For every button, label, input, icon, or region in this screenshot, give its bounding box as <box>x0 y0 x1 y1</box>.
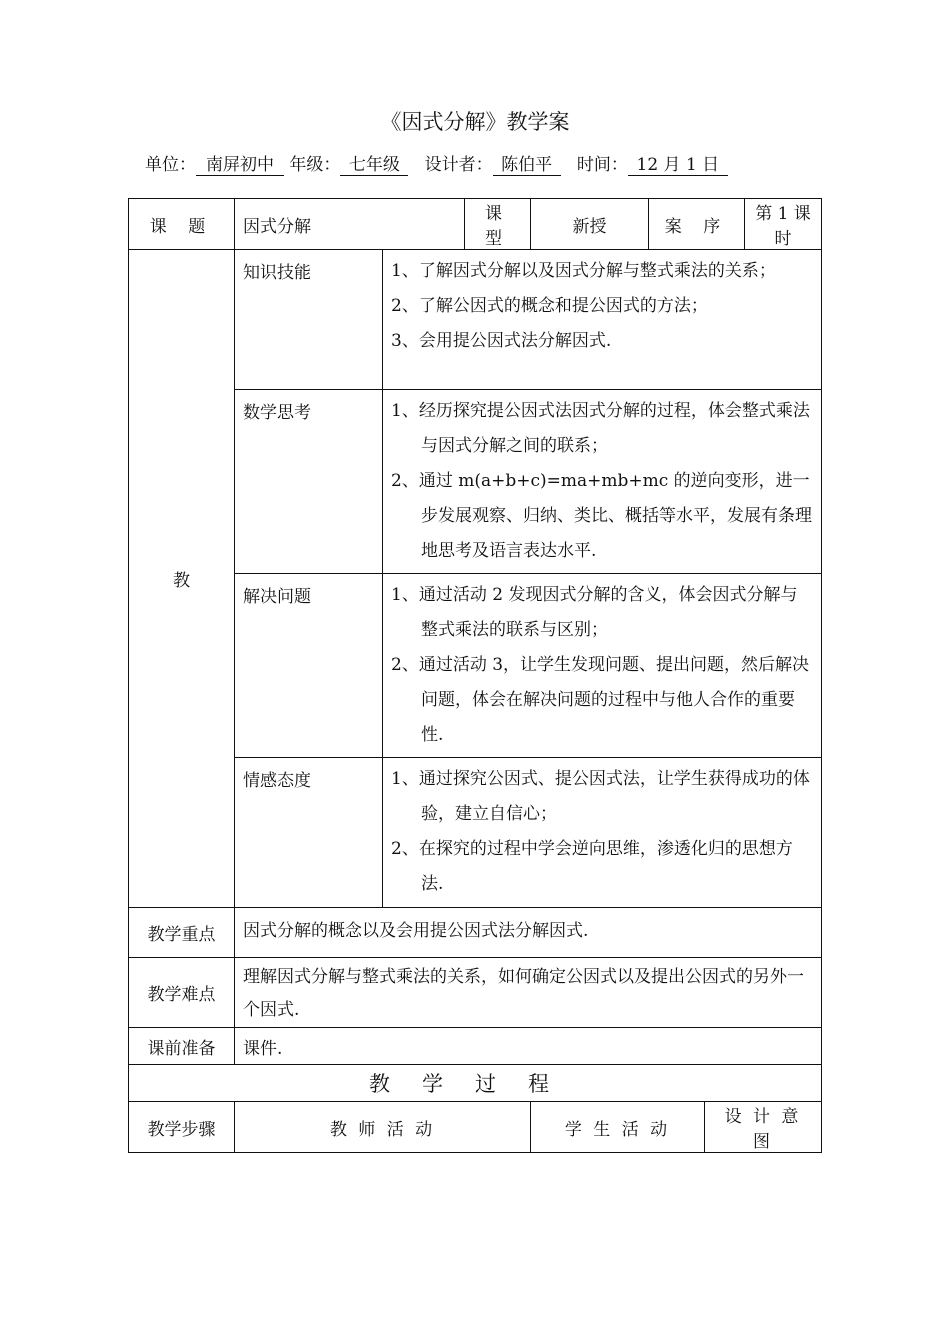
time-label: 时间： <box>576 155 628 175</box>
type-label: 课 型 <box>465 199 531 250</box>
goal-item: 3、会用提公因式法分解因式. <box>391 331 612 351</box>
process-col-design: 设 计 意 图 <box>705 1102 822 1153</box>
goal-text-thinking <box>383 390 822 574</box>
process-header-row <box>129 1102 822 1153</box>
grade-value: 七年级 <box>340 150 408 176</box>
unit-label: 单位： <box>145 155 196 175</box>
goal-text-problem <box>383 574 822 758</box>
order-value: 第 1 课时 <box>745 199 822 250</box>
topic-label: 课 题 <box>129 199 235 250</box>
process-col-teacher: 教 师 活 动 <box>235 1102 531 1153</box>
type-value: 新授 <box>531 199 649 250</box>
unit-value: 南屏初中 <box>196 150 284 176</box>
key-point-label: 教学重点 <box>129 908 235 958</box>
document-meta <box>145 150 728 176</box>
process-col-step: 教学步骤 <box>129 1102 235 1153</box>
document-title: 《因式分解》教学案 <box>380 110 570 134</box>
topic-value: 因式分解 <box>235 199 465 250</box>
goal-item: 2、了解公因式的概念和提公因式的方法； <box>391 296 708 316</box>
difficulty-label: 教学难点 <box>129 958 235 1028</box>
goals-label: 教 <box>129 250 235 908</box>
designer-label: 设计者： <box>424 155 493 175</box>
goal-item: 1、通过活动 2 发现因式分解的含义，体会因式分解与整式乘法的联系与区别； <box>391 585 798 640</box>
preparation-text: 课件. <box>235 1028 822 1065</box>
key-point-text: 因式分解的概念以及会用提公因式法分解因式. <box>235 908 822 958</box>
goal-item: 2、通过 m(a+b+c)=ma+mb+mc 的逆向变形，进一步发展观察、归纳、类比、概括等水平，发展有条理地思考及语言表达水平. <box>391 471 812 561</box>
lesson-plan-table <box>128 198 822 1153</box>
designer-value: 陈伯平 <box>493 150 561 176</box>
goal-text-knowledge <box>383 250 822 390</box>
order-label: 案 序 <box>649 199 745 250</box>
process-title-row <box>129 1065 822 1102</box>
process-col-student: 学 生 活 动 <box>531 1102 705 1153</box>
preparation-row <box>129 1028 822 1065</box>
goal-item: 1、通过探究公因式、提公因式法，让学生获得成功的体验，建立自信心； <box>391 769 810 824</box>
difficulty-text: 理解因式分解与整式乘法的关系，如何确定公因式以及提出公因式的另外一个因式. <box>235 958 822 1028</box>
goal-item: 2、通过活动 3，让学生发现问题、提出问题，然后解决问题，体会在解决问题的过程中与他人合作的重要性. <box>391 655 810 745</box>
goal-name-problem: 解决问题 <box>235 574 383 758</box>
goal-item: 2、在探究的过程中学会逆向思维，渗透化归的思想方法. <box>391 839 793 894</box>
goal-name-attitude: 情感态度 <box>235 758 383 908</box>
grade-label: 年级： <box>289 155 341 175</box>
header-row <box>129 199 822 250</box>
difficulty-row <box>129 958 822 1028</box>
goal-name-thinking: 数学思考 <box>235 390 383 574</box>
goal-row-knowledge <box>129 250 822 390</box>
goal-item: 1、了解因式分解以及因式分解与整式乘法的关系； <box>391 261 776 281</box>
preparation-label: 课前准备 <box>129 1028 235 1065</box>
goal-item: 1、经历探究提公因式法因式分解的过程，体会整式乘法与因式分解之间的联系； <box>391 401 810 456</box>
key-point-row <box>129 908 822 958</box>
process-title: 教学过程 <box>129 1065 822 1102</box>
time-value: 12 月 1 日 <box>628 150 728 176</box>
goal-text-attitude <box>383 758 822 908</box>
goal-name-knowledge: 知识技能 <box>235 250 383 390</box>
